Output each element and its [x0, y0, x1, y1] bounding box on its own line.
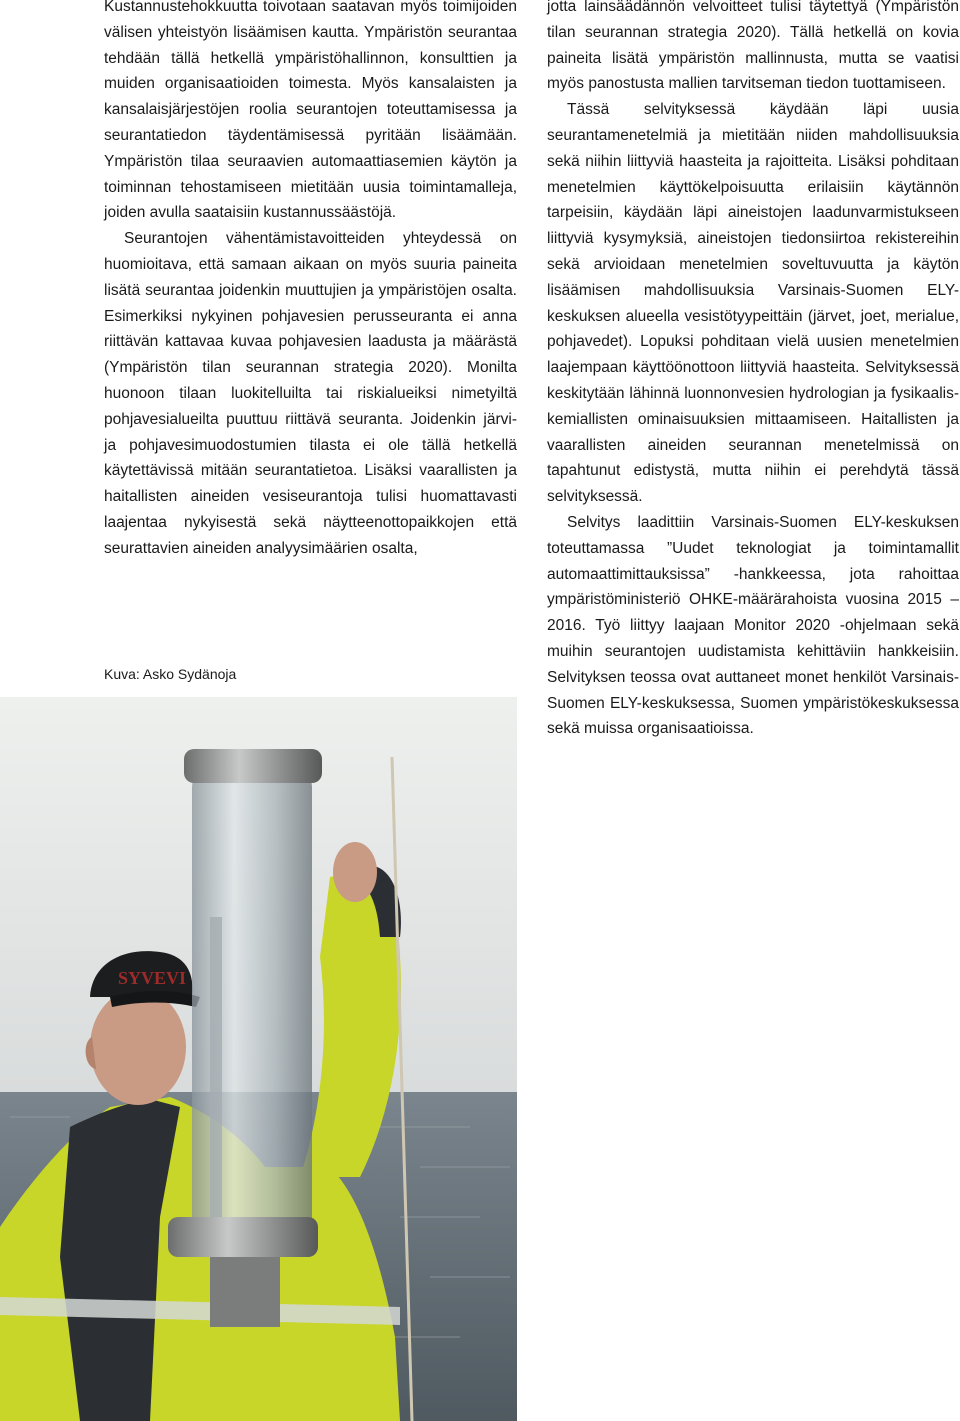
- paragraph-study-scope: Tässä selvityksessä käydään läpi uusia seurantamenetelmiä ja mietitään niiden mahdollisuuksia sekä niihin liittyviä haasteita ja rajoitteita. Lisäksi pohditaan menetelmien käyttökelpoisuutta erilaisiin käytännön tarpeisiin, käydään läpi aineistojen laadunvarmistukseen liittyviä kysymyksiä, aineistojen tiedonsiirtoa rekistereihin sekä arvioidaan menetelmien soveltuvuutta ja käytön lisäämisen mahdollisuuksia Varsinais-Suomen ELY-keskuksen alueella vesistötyypeittäin (järvet, joet, merialue, pohjavedet). Lopuksi pohditaan vielä uusien menetelmien laajempaan käyttöönottoon liittyviä haasteita. Selvityksessä keskitytään lähinnä luonnonvesien hydrologian ja fysikaalis-kemiallisten ominaisuuksien mittaamiseen. Haitallisten ja vaarallisten aineiden seurannan menetelmissä on tapahtunut edistystä, mutta niihin ei perehdytä tässä selvityksessä.: [547, 101, 959, 506]
- left-column: [104, 0, 517, 562]
- paragraph-monitoring-reduction: Seurantojen vähentämistavoitteiden yhteydessä on huomioitava, että samaan aikaan on myös suuria paineita lisätä seurantaa joidenkin muuttujien ja ympäristöjen osalta. Esimerkiksi nykyinen pohjavesien perusseuranta ei anna riittävän kattavaa kuvaa pohjavesien laadusta ja määrästä (Ympäristön tilan seurannan strategia 2020). Monilta huonoon tilaan luokitelluilta tai riskialueiksi nimetyiltä pohjavesialueilta puuttuu riittävä seuranta. Joidenkin järvi- ja pohjavesimuodostumien tilasta ei ole tällä hetkellä käytettävissä mitään seurantatietoa. Lisäksi vaarallisten ja haitallisten aineiden vesiseurantoja tulisi huomattavasti laajentaa nykyisestä sekä näytteenottopaikkojen että seurattavien aineiden analyysimäärien osalta,: [104, 230, 517, 557]
- right-column: [547, 0, 959, 742]
- photo-water-sampler: [0, 697, 517, 1421]
- photo-illustration: [0, 697, 517, 1421]
- sampler-release-mechanism: [210, 1257, 280, 1327]
- face: [90, 989, 186, 1105]
- sampler-top-cap: [184, 749, 322, 783]
- paragraph-legislation: jotta lainsäädännön velvoitteet tulisi täytettyä (Ympäristön tilan seurannan strategia 2020). Tällä hetkellä on kovia paineita lisätä ympäristön mallinnusta, mutta se vaatisi myös panostusta mallien tarvitseman tiedon tuottamiseen.: [547, 0, 959, 93]
- paragraph-project-info: Selvitys laadittiin Varsinais-Suomen ELY-keskuksen toteuttamassa ”Uudet teknologiat ja toimintamallit automaattimittauksissa” -hankkeessa, jota rahoittaa ympäristöministeriö OHKE-määrärahoista vuosina 2015 – 2016. Työ liittyy laajaan Monitor 2020 -ohjelmaan sekä muihin seurantojen uudistamista kehittäviin hankkeisiin. Selvityksen teossa ovat auttaneet monet henkilöt Varsinais-Suomen ELY-keskuksessa, Suomen ympäristökeskuksessa sekä muissa organisaatioissa.: [547, 513, 959, 738]
- cap-logo: SYVEVI: [118, 968, 187, 988]
- photo-caption: Kuva: Asko Sydänoja: [104, 666, 237, 682]
- sampler-bottom-cap: [168, 1217, 318, 1257]
- hand: [333, 842, 377, 902]
- sampler-inner-rod: [210, 917, 222, 1217]
- paragraph-cost-efficiency: Kustannustehokkuutta toivotaan saatavan myös toimijoiden välisen yhteistyön lisäämisen kautta. Ympäristön seurantaa tehdään tällä hetkellä ympäristöhallinnon, konsulttien ja muiden organisaatioiden toimesta. Myös kansalaisten ja kansalaisjärjestöjen roolia seurantojen toteuttamisessa ja seurantatiedon täydentämisessä pyritään lisäämään. Ympäristön tilaa seuraavien automaattiasemien käytön ja toiminnan tehostamiseen mietitään uusia toimintamalleja, joiden avulla saataisiin kustannussäästöjä.: [104, 0, 517, 222]
